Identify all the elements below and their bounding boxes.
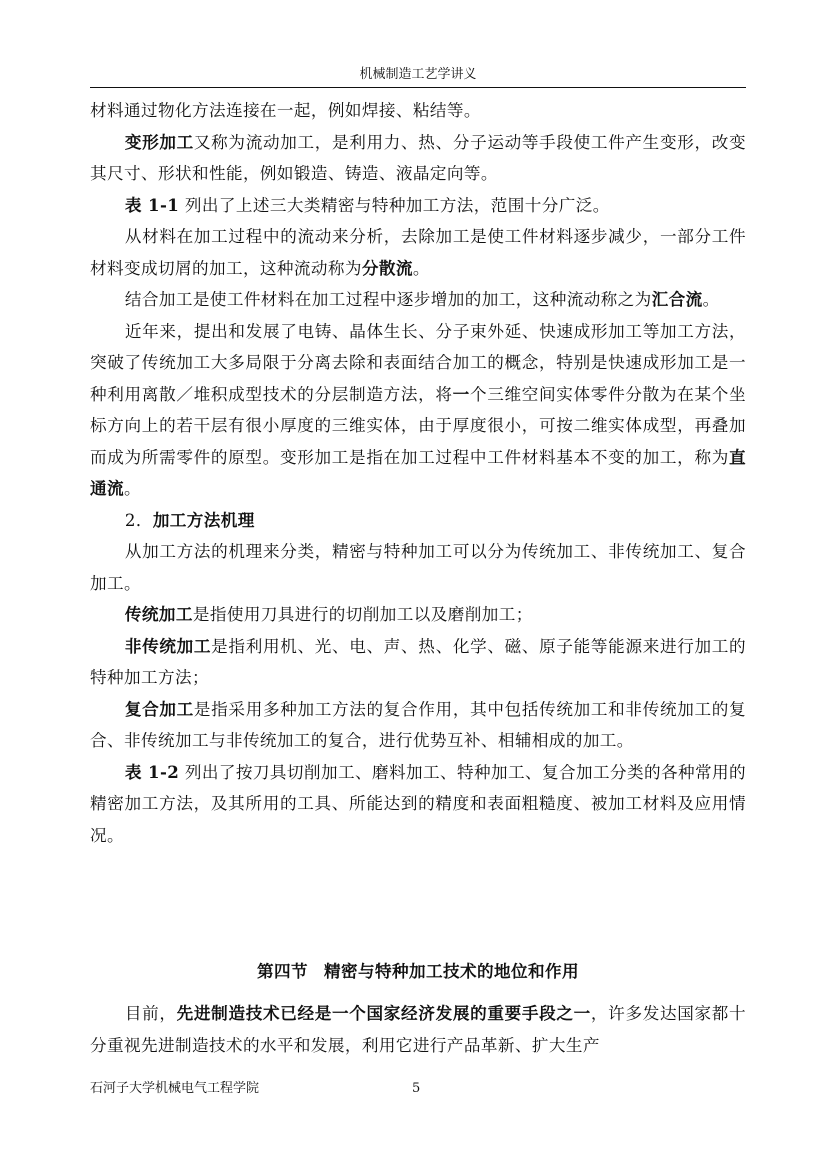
body-text bbox=[90, 95, 746, 851]
section-number: 第四节 bbox=[257, 961, 309, 981]
paragraph bbox=[90, 316, 746, 505]
paragraph: 从加工方法的机理来分类，精密与特种加工可以分为传统加工、非传统加工、复合加工。 bbox=[90, 542, 746, 593]
subheading bbox=[90, 505, 746, 537]
paragraph-text: 从材料在加工过程中的流动来分析，去除加工是使工件材料逐步减少，一部分工件材料变成切屑的加工，这种流动称为 bbox=[90, 227, 746, 278]
paragraph bbox=[90, 694, 746, 757]
paragraph-text: 又称为流动加工，是利用力、热、分子运动等手段使工件产生变形，改变其尺寸、形状和性能，例如锻造、铸造、液晶定向等。 bbox=[90, 132, 746, 183]
paragraph-text: 目前， bbox=[124, 1004, 177, 1023]
footer-institution: 石河子大学机械电气工程学院 bbox=[90, 1081, 260, 1096]
paragraph bbox=[90, 221, 746, 284]
bold-term: 先进制造技术已经是一个国家经济发展的重要手段之一 bbox=[176, 1003, 591, 1023]
body-text-section bbox=[90, 998, 746, 1061]
paragraph-text: 列出了按刀具切削加工、磨料加工、特种加工、复合加工分类的各种常用的精密加工方法，及其所用的工具、所能达到的精度和表面粗糙度、被加工材料及应用情况。 bbox=[90, 762, 746, 845]
paragraph-text: 是指使用刀具进行的切削加工以及磨削加工； bbox=[192, 605, 533, 624]
section-title: 精密与特种加工技术的地位和作用 bbox=[324, 961, 579, 981]
subheading-title: 加工方法机理 bbox=[152, 509, 255, 530]
paragraph-end: 。 bbox=[702, 290, 720, 309]
paragraph bbox=[90, 631, 746, 694]
paragraph bbox=[90, 284, 746, 316]
paragraph-text: 近年来，提出和发展了电铸、晶体生长、分子束外延、快速成形加工等加工方法，突破了传统加工大多局限于分离去除和表面结合加工的概念，特别是快速成形加工是一种利用离散／堆积成型技术的分层制造方法，将 bbox=[90, 321, 746, 404]
paragraph-text: 列出了上述三大类精密与特种加工方法，范围十分广泛。 bbox=[179, 195, 610, 215]
paragraph-end: 。 bbox=[124, 479, 141, 498]
bold-term: 传统加工 bbox=[124, 604, 193, 624]
bold-term: 分散流 bbox=[361, 257, 413, 278]
section-heading bbox=[90, 956, 746, 988]
paragraph-text: 是指利用机、光、电、声、热、化学、磁、原子能等能源来进行加工的特种加工方法； bbox=[90, 636, 746, 687]
table-reference: 表 1-1 bbox=[124, 194, 180, 215]
paragraph-end: 。 bbox=[412, 258, 430, 278]
paragraph: 材料通过物化方法连接在一起，例如焊接、粘结等。 bbox=[90, 101, 481, 120]
bold-term: 变形加工 bbox=[124, 131, 194, 152]
paragraph-text: 是指采用多种加工方法的复合作用，其中包括传统加工和非传统加工的复合、非传统加工与非传统加工的复合，进行优势互补、相辅相成的加工。 bbox=[90, 699, 746, 750]
paragraph bbox=[90, 190, 746, 222]
bold-term: 直通流 bbox=[90, 446, 746, 498]
bold-term: 汇合流 bbox=[651, 289, 703, 309]
bold-term: 非传统加工 bbox=[124, 635, 212, 656]
paragraph-text: 个三维空间实体零件分散为在某个坐标方向上的若干层有很小厚度的三维实体，由于厚度很小，可按二维实体成型，再叠加而成为所需零件的原型。变形加工是指在加工过程中工件材料基本不变的加工，称为 bbox=[90, 384, 746, 467]
bold-term: 复合加工 bbox=[124, 698, 194, 719]
subheading-number: 2． bbox=[124, 510, 153, 530]
paragraph-text: ，许多发达国家都十分重视先进制造技术的水平和发展，利用它进行产品革新、扩大生产 bbox=[90, 1004, 747, 1055]
bold-term: 一 bbox=[452, 383, 470, 404]
running-header: 机械制造工艺学讲义 bbox=[359, 67, 477, 82]
paragraph bbox=[90, 757, 746, 852]
paragraph bbox=[90, 127, 746, 190]
table-reference: 表 1-2 bbox=[124, 761, 180, 782]
page-number: 5 bbox=[412, 1081, 421, 1096]
paragraph bbox=[90, 599, 746, 631]
paragraph bbox=[90, 998, 746, 1061]
paragraph-text: 结合加工是使工件材料在加工过程中逐步增加的加工，这种流动称之为 bbox=[124, 290, 652, 309]
header-rule bbox=[90, 87, 746, 88]
